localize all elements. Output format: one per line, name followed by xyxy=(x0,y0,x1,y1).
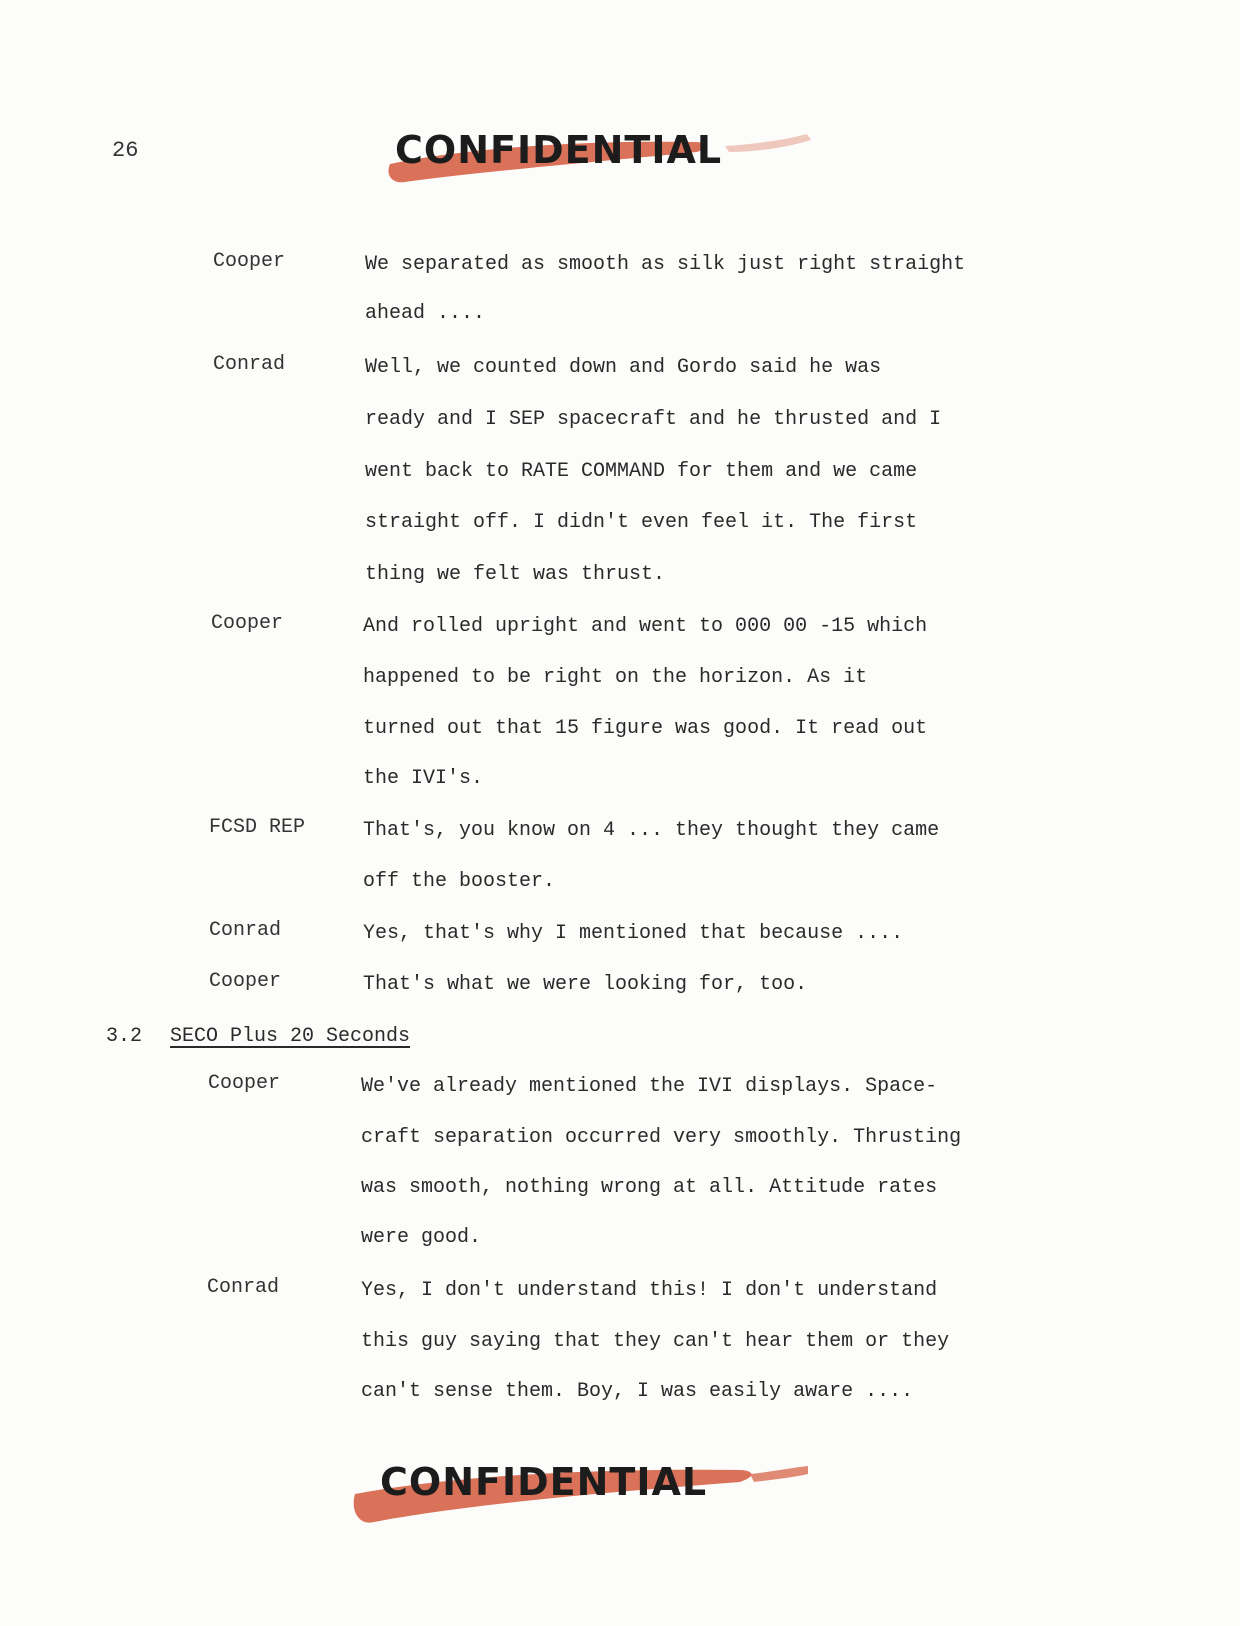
speaker-name: Conrad xyxy=(207,1276,280,1299)
dialogue-line: were good. xyxy=(361,1226,482,1249)
dialogue-line: this guy saying that they can't hear them or they xyxy=(361,1330,950,1353)
dialogue-line: Well, we counted down and Gordo said he was xyxy=(365,356,882,379)
speaker-name: Cooper xyxy=(211,612,284,635)
confidential-stamp-bottom xyxy=(330,1452,810,1532)
speaker-name: Conrad xyxy=(209,919,282,942)
dialogue-line: That's, you know on 4 ... they thought they came xyxy=(363,819,940,842)
dialogue-line: the IVI's. xyxy=(363,767,484,790)
dialogue-line: straight off. I didn't even feel it. The first xyxy=(365,511,918,534)
dialogue-line: went back to RATE COMMAND for them and we came xyxy=(365,460,918,483)
speaker-name: Cooper xyxy=(208,1072,281,1095)
speaker-name: FCSD REP xyxy=(209,816,306,839)
dialogue-line: thing we felt was thrust. xyxy=(365,563,666,586)
dialogue-line: And rolled upright and went to 000 00 -15 which xyxy=(363,615,928,638)
dialogue-line: happened to be right on the horizon. As it xyxy=(363,666,868,689)
dialogue-line: Yes, I don't understand this! I don't understand xyxy=(361,1279,938,1302)
section-number: 3.2 xyxy=(106,1025,143,1048)
dialogue-line: Yes, that's why I mentioned that because .... xyxy=(363,922,904,945)
dialogue-line: turned out that 15 figure was good. It read out xyxy=(363,717,928,740)
confidential-stamp-top xyxy=(345,120,825,200)
speaker-name: Cooper xyxy=(209,970,282,993)
page-number: 26 xyxy=(112,138,139,163)
speaker-name: Cooper xyxy=(213,250,286,273)
confidential-label-top: CONFIDENTIAL xyxy=(395,128,723,172)
dialogue-line: was smooth, nothing wrong at all. Attitude rates xyxy=(361,1176,938,1199)
section-title: SECO Plus 20 Seconds xyxy=(170,1025,411,1048)
dialogue-line: craft separation occurred very smoothly. Thrusting xyxy=(361,1126,962,1149)
dialogue-line: We separated as smooth as silk just right straight xyxy=(365,253,966,276)
dialogue-line: can't sense them. Boy, I was easily aware .... xyxy=(361,1380,914,1403)
dialogue-line: ahead .... xyxy=(365,302,486,325)
dialogue-line: off the booster. xyxy=(363,870,556,893)
dialogue-line: ready and I SEP spacecraft and he thrusted and I xyxy=(365,408,942,431)
speaker-name: Conrad xyxy=(213,353,286,376)
confidential-label-bottom: CONFIDENTIAL xyxy=(380,1460,708,1504)
dialogue-line: We've already mentioned the IVI displays. Space- xyxy=(361,1075,938,1098)
dialogue-line: That's what we were looking for, too. xyxy=(363,973,808,996)
